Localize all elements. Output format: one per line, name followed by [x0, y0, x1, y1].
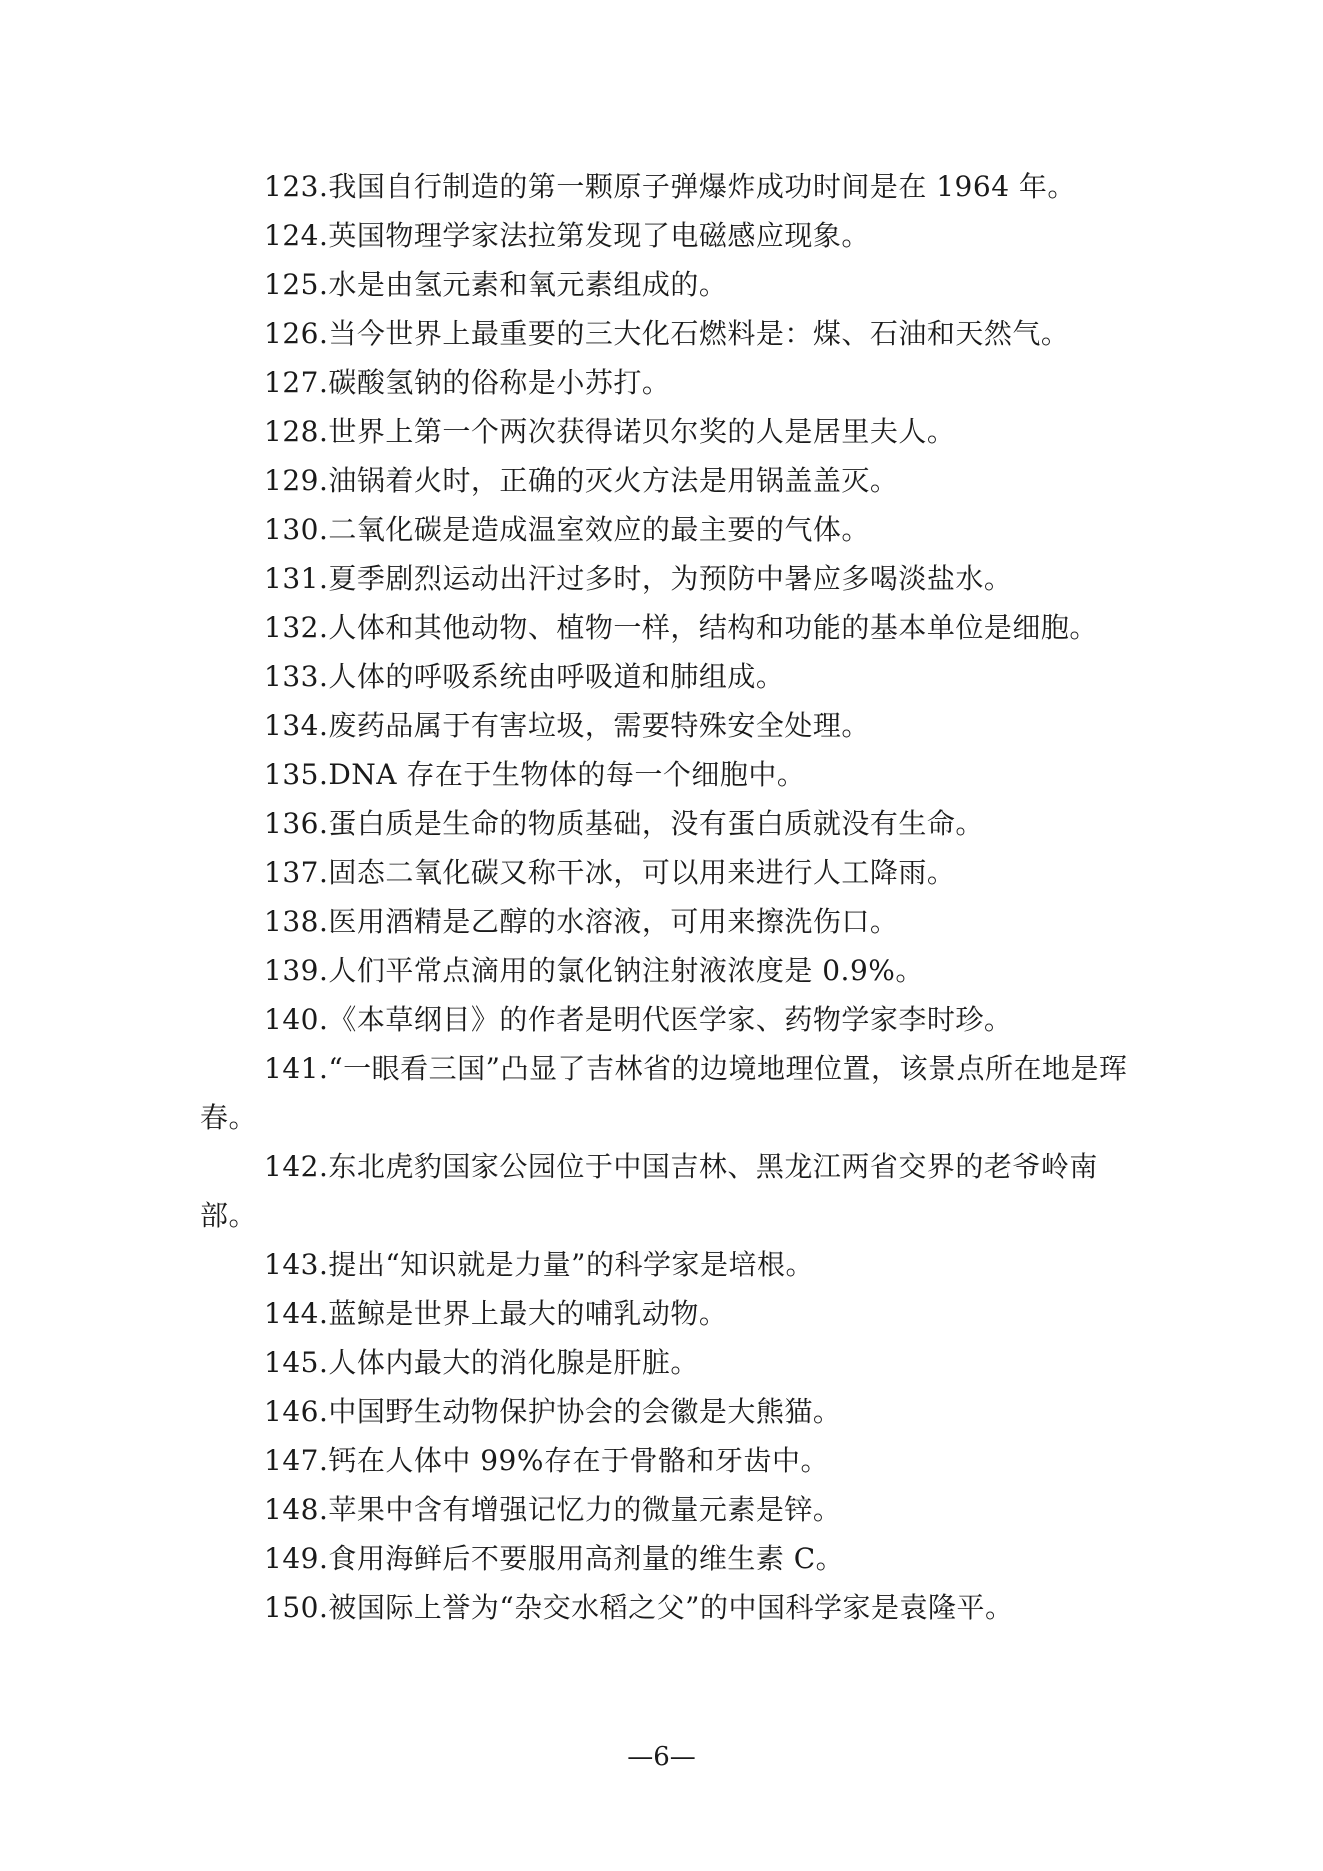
list-item-128: [200, 407, 1135, 456]
item-number: 126.: [264, 317, 329, 350]
list-item-125: [200, 260, 1135, 309]
item-number: 144.: [264, 1297, 329, 1330]
item-text: DNA 存在于生物体的每一个细胞中。: [328, 758, 806, 791]
item-text: 人们平常点滴用的氯化钠注射液浓度是 0.9%。: [328, 954, 924, 987]
item-text: 世界上第一个两次获得诺贝尔奖的人是居里夫人。: [328, 415, 956, 448]
item-number: 135.: [264, 758, 329, 791]
item-text: 我国自行制造的第一颗原子弹爆炸成功时间是在 1964 年。: [328, 170, 1076, 203]
item-text: 废药品属于有害垃圾，需要特殊安全处理。: [328, 709, 870, 742]
item-number: 150.: [264, 1591, 329, 1624]
item-number: 140.: [264, 1003, 329, 1036]
item-text: 《本草纲目》的作者是明代医学家、药物学家李时珍。: [328, 1003, 1013, 1036]
list-item-150: [200, 1583, 1135, 1632]
item-number: 149.: [264, 1542, 329, 1575]
list-item-147: [200, 1436, 1135, 1485]
list-item-130: [200, 505, 1135, 554]
list-item-129: [200, 456, 1135, 505]
list-item-145: [200, 1338, 1135, 1387]
list-item-131: [200, 554, 1135, 603]
item-text: 固态二氧化碳又称干冰，可以用来进行人工降雨。: [328, 856, 956, 889]
item-text: 英国物理学家法拉第发现了电磁感应现象。: [328, 219, 870, 252]
item-number: 134.: [264, 709, 329, 742]
item-number: 145.: [264, 1346, 329, 1379]
item-text: 碳酸氢钠的俗称是小苏打。: [328, 366, 671, 399]
item-text: 苹果中含有增强记忆力的微量元素是锌。: [328, 1493, 842, 1526]
item-number: 141.: [264, 1052, 329, 1085]
list-item-132: [200, 603, 1135, 652]
item-number: 128.: [264, 415, 329, 448]
list-item-138: [200, 897, 1135, 946]
item-number: 125.: [264, 268, 329, 301]
list-item-126: [200, 309, 1135, 358]
item-number: 143.: [264, 1248, 329, 1281]
item-number: 139.: [264, 954, 329, 987]
item-number: 129.: [264, 464, 329, 497]
item-text: 夏季剧烈运动出汗过多时，为预防中暑应多喝淡盐水。: [328, 562, 1013, 595]
list-item-140: [200, 995, 1135, 1044]
item-number: 142.: [264, 1150, 329, 1183]
item-text: 钙在人体中 99%存在于骨骼和牙齿中。: [328, 1444, 829, 1477]
item-number: 127.: [264, 366, 329, 399]
item-number: 138.: [264, 905, 329, 938]
item-text: 蓝鲸是世界上最大的哺乳动物。: [328, 1297, 728, 1330]
list-item-141: [200, 1044, 1135, 1142]
item-text: 人体的呼吸系统由呼吸道和肺组成。: [328, 660, 785, 693]
item-number: 147.: [264, 1444, 329, 1477]
item-text: 东北虎豹国家公园位于中国吉林、黑龙江两省交界的老爷岭南部。: [200, 1150, 1098, 1232]
item-number: 124.: [264, 219, 329, 252]
item-text: “一眼看三国”凸显了吉林省的边境地理位置，该景点所在地是珲春。: [200, 1052, 1128, 1134]
list-item-137: [200, 848, 1135, 897]
list-item-148: [200, 1485, 1135, 1534]
list-item-142: [200, 1142, 1135, 1240]
item-number: 131.: [264, 562, 329, 595]
list-item-146: [200, 1387, 1135, 1436]
list-item-139: [200, 946, 1135, 995]
list-item-136: [200, 799, 1135, 848]
item-text: 二氧化碳是造成温室效应的最主要的气体。: [328, 513, 870, 546]
item-number: 148.: [264, 1493, 329, 1526]
list-item-135: [200, 750, 1135, 799]
item-text: 被国际上誉为“杂交水稻之父”的中国科学家是袁隆平。: [328, 1591, 1014, 1624]
item-number: 146.: [264, 1395, 329, 1428]
item-text: 人体和其他动物、植物一样，结构和功能的基本单位是细胞。: [328, 611, 1098, 644]
list-item-133: [200, 652, 1135, 701]
list-item-144: [200, 1289, 1135, 1338]
item-text: 油锅着火时，正确的灭火方法是用锅盖盖灭。: [328, 464, 899, 497]
knowledge-list: [200, 162, 1135, 1632]
item-text: 提出“知识就是力量”的科学家是培根。: [328, 1248, 814, 1281]
page-number: —6—: [627, 1742, 696, 1772]
item-text: 中国野生动物保护协会的会徽是大熊猫。: [328, 1395, 842, 1428]
item-number: 123.: [264, 170, 329, 203]
list-item-127: [200, 358, 1135, 407]
list-item-143: [200, 1240, 1135, 1289]
item-number: 133.: [264, 660, 329, 693]
item-number: 130.: [264, 513, 329, 546]
item-number: 132.: [264, 611, 329, 644]
list-item-124: [200, 211, 1135, 260]
item-text: 食用海鲜后不要服用高剂量的维生素 C。: [328, 1542, 845, 1575]
list-item-123: [200, 162, 1135, 211]
item-text: 水是由氢元素和氧元素组成的。: [328, 268, 728, 301]
item-text: 医用酒精是乙醇的水溶液，可用来擦洗伤口。: [328, 905, 899, 938]
item-text: 人体内最大的消化腺是肝脏。: [328, 1346, 699, 1379]
list-item-149: [200, 1534, 1135, 1583]
item-text: 当今世界上最重要的三大化石燃料是：煤、石油和天然气。: [328, 317, 1070, 350]
item-text: 蛋白质是生命的物质基础，没有蛋白质就没有生命。: [328, 807, 984, 840]
item-number: 137.: [264, 856, 329, 889]
item-number: 136.: [264, 807, 329, 840]
list-item-134: [200, 701, 1135, 750]
